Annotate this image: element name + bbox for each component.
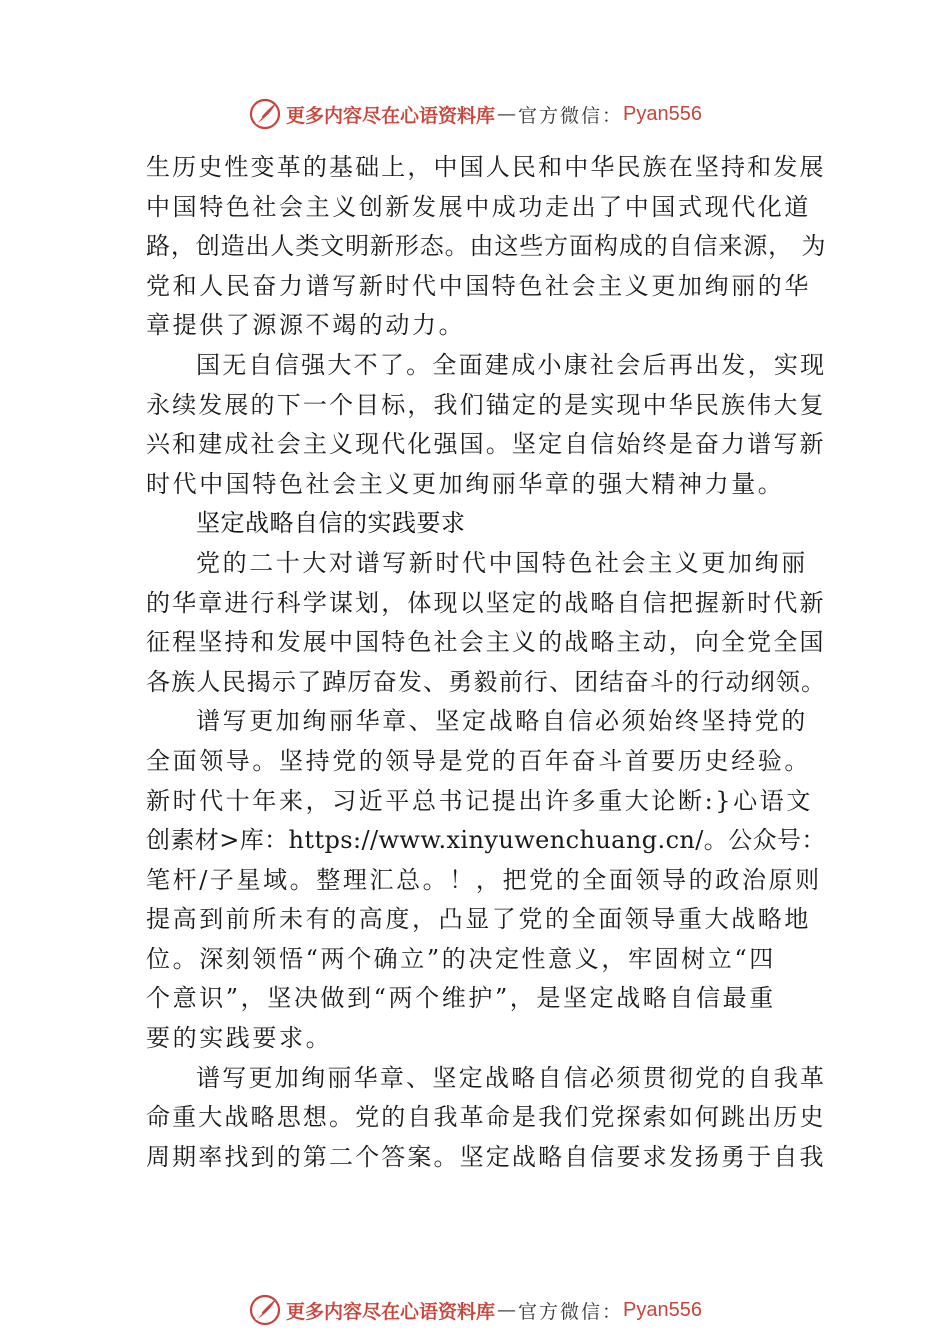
paragraph-line: 新时代十年来，习近平总书记提出许多重大论断:}心语文 — [146, 786, 813, 815]
section-heading — [146, 504, 826, 544]
document-body — [146, 148, 826, 1177]
paragraph-line: 兴和建成社会主义现代化强国。坚定自信始终是奋力谱写新 — [146, 430, 826, 459]
paragraph-line: 各族人民揭示了踔厉奋发、勇毅前行、团结奋斗的行动纲领。 — [146, 667, 827, 696]
heading-text: 坚定战略自信的实践要求 — [196, 509, 466, 538]
banner-title: 更多内容尽在心语资料库 — [286, 1300, 496, 1323]
paragraph-line: 位。深刻领悟“两个确立”的决定性意义，牢固树立“四 — [146, 944, 776, 973]
paragraph-line: 笔杆/子星域。整理汇总。！，把党的全面领导的政治原则 — [146, 865, 822, 894]
paragraph-line: 国无自信强大不了。全面建成小康社会后再出发，实现 — [196, 350, 827, 379]
header-banner — [0, 94, 950, 134]
paragraph-line: 永续发展的下一个目标，我们锚定的是实现中华民族伟大复 — [146, 390, 826, 419]
paragraph — [146, 1059, 826, 1178]
banner-wechat-label: 官方微信： — [518, 104, 624, 127]
paragraph-line: 提高到前所未有的高度，凸显了党的全面领导重大战略地 — [146, 905, 811, 934]
paragraph-line: 征程坚持和发展中国特色社会主义的战略主动，向全党全国 — [146, 628, 826, 657]
paragraph-line: 中国特色社会主义创新发展中成功走出了中国式现代化道 — [146, 192, 811, 221]
paragraph-line: 谱写更加绚丽华章、坚定战略自信必须贯彻党的自我革 — [196, 1063, 827, 1092]
banner-wechat-id: Pyan556 — [623, 102, 702, 125]
banner-title: 更多内容尽在心语资料库 — [286, 104, 496, 127]
banner-wechat-id: Pyan556 — [623, 1298, 702, 1321]
footer-banner — [0, 1290, 950, 1330]
paragraph-line: 命重大战略思想。党的自我革命是我们党探索如何跳出历史 — [146, 1103, 826, 1132]
paragraph-line: 个意识”，坚决做到“两个维护”，是坚定战略自信最重 — [146, 984, 776, 1013]
paragraph-line: 创素材>库：https://www.xinyuwenchuang.cn/。公众号： — [146, 826, 826, 855]
paragraph — [146, 544, 826, 702]
quill-pen-logo-icon — [248, 97, 282, 131]
paragraph — [146, 148, 826, 346]
paragraph-line: 谱写更加绚丽华章、坚定战略自信必须始终坚持党的 — [196, 707, 808, 736]
banner-wechat-label: 官方微信： — [518, 1300, 624, 1323]
paragraph-line: 党的二十大对谱写新时代中国特色社会主义更加绚丽 — [196, 548, 808, 577]
quill-pen-logo-icon — [248, 1293, 282, 1327]
banner-dash: — — [497, 1299, 517, 1321]
paragraph-line: 周期率找到的第二个答案。坚定战略自信要求发扬勇于自我 — [146, 1142, 826, 1171]
paragraph-line: 的华章进行科学谋划，体现以坚定的战略自信把握新时代新 — [146, 588, 826, 617]
paragraph-line: 路，创造出人类文明新形态。由这些方面构成的自信来源， 为 — [146, 232, 827, 261]
banner-dash: — — [497, 103, 517, 125]
paragraph-line: 要的实践要求。 — [146, 1024, 333, 1053]
paragraph-line: 章提供了源源不竭的动力。 — [146, 311, 466, 340]
paragraph-line: 生历史性变革的基础上，中国人民和中华民族在坚持和发展 — [146, 153, 826, 181]
paragraph-line: 全面领导。坚持党的领导是党的百年奋斗首要历史经验。 — [146, 746, 811, 775]
paragraph — [146, 346, 826, 504]
paragraph-line: 党和人民奋力谱写新时代中国特色社会主义更加绚丽的华 — [146, 271, 811, 300]
paragraph — [146, 702, 826, 1058]
paragraph-line: 时代中国特色社会主义更加绚丽华章的强大精神力量。 — [146, 469, 785, 498]
